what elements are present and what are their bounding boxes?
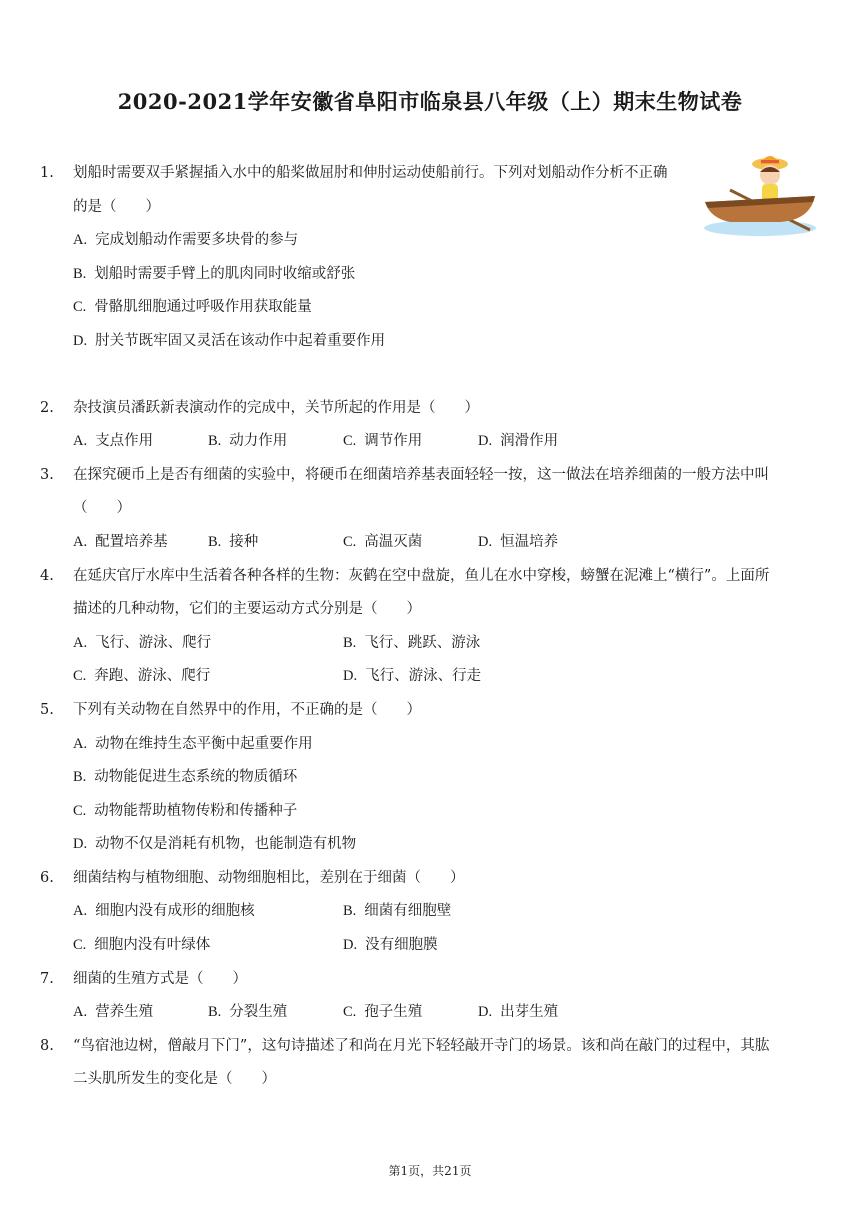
question-5 xyxy=(40,694,820,862)
question-stem: 下列有关动物在自然界中的作用，不正确的是（ ） xyxy=(73,701,421,718)
option-b: B. 划船时需要手臂上的肌肉同时收缩或舒张 xyxy=(73,265,356,282)
question-stem: 的是（ ） xyxy=(73,198,160,215)
question-1 xyxy=(40,157,820,359)
question-stem: 在延庆官厅水库中生活着各种各样的生物：灰鹤在空中盘旋，鱼儿在水中穿梭，螃蟹在泥滩上“横行”。上面所 xyxy=(73,567,770,584)
question-stem: 在探究硬币上是否有细菌的实验中，将硬币在细菌培养基表面轻轻一按，这一做法在培养细菌的一般方法中叫 xyxy=(73,466,769,483)
question-number: 8. xyxy=(40,1037,54,1054)
question-number: 1. xyxy=(40,165,54,181)
page-footer: 第1页，共21页 xyxy=(388,1164,472,1178)
page-title: 2020-2021学年安徽省阜阳市临泉县八年级（上）期末生物试卷 xyxy=(117,89,743,114)
option-b: B. 飞行、跳跃、游泳 xyxy=(343,634,481,651)
question-7 xyxy=(40,963,820,1030)
option-d: D. 肘关节既牢固又灵活在该动作中起着重要作用 xyxy=(73,332,386,349)
question-number: 3. xyxy=(40,466,54,483)
option-b: B. 动力作用 xyxy=(208,433,288,450)
option-c: C. 高温灭菌 xyxy=(343,533,423,550)
question-3 xyxy=(40,459,820,560)
option-a: A. 完成划船动作需要多块骨的参与 xyxy=(73,232,299,249)
option-b: B. 分裂生殖 xyxy=(208,1004,288,1021)
option-c: C. 细胞内没有叶绿体 xyxy=(73,937,211,954)
option-b: B. 动物能促进生态系统的物质循环 xyxy=(73,769,298,786)
option-a: A. 细胞内没有成形的细胞核 xyxy=(73,903,255,920)
option-d: D. 润滑作用 xyxy=(478,433,559,450)
question-number: 6. xyxy=(40,869,54,886)
question-number: 4. xyxy=(40,567,54,584)
option-a: A. 支点作用 xyxy=(73,433,154,450)
question-stem: 杂技演员潘跃新表演动作的完成中，关节所起的作用是（ ） xyxy=(73,399,479,416)
option-b: B. 接种 xyxy=(208,533,259,550)
option-a: A. 动物在维持生态平衡中起重要作用 xyxy=(73,735,313,752)
question-4 xyxy=(40,560,820,694)
option-d: D. 没有细胞膜 xyxy=(343,937,438,954)
question-6 xyxy=(40,862,820,963)
question-stem: “鸟宿池边树，僧敲月下门”，这句诗描述了和尚在月光下轻轻敲开寺门的场景。该和尚在敲门的过程中，其肱 xyxy=(73,1037,770,1054)
question-number: 7. xyxy=(40,970,54,987)
option-d: D. 出芽生殖 xyxy=(478,1004,559,1021)
option-c: C. 骨骼肌细胞通过呼吸作用获取能量 xyxy=(73,299,312,316)
option-d: D. 飞行、游泳、行走 xyxy=(343,668,482,685)
option-c: C. 动物能帮助植物传粉和传播种子 xyxy=(73,802,298,819)
option-c: C. 孢子生殖 xyxy=(343,1004,423,1021)
question-number: 5. xyxy=(40,701,54,718)
option-c: C. 奔跑、游泳、爬行 xyxy=(73,668,211,685)
question-stem: 二头肌所发生的变化是（ ） xyxy=(73,1071,276,1088)
option-c: C. 调节作用 xyxy=(343,433,423,450)
option-a: A. 营养生殖 xyxy=(73,1004,154,1021)
question-stem: （ ） xyxy=(73,500,131,517)
option-b: B. 细菌有细胞壁 xyxy=(343,903,452,920)
question-stem: 细菌结构与植物细胞、动物细胞相比，差别在于细菌（ ） xyxy=(73,869,465,886)
question-8 xyxy=(40,1030,820,1097)
option-a: A. 配置培养基 xyxy=(73,533,168,550)
question-number: 2. xyxy=(40,399,54,416)
option-d: D. 动物不仅是消耗有机物，也能制造有机物 xyxy=(73,836,357,853)
question-stem: 划船时需要双手紧握插入水中的船桨做屈肘和伸肘运动使船前行。下列对划船动作分析不正确 xyxy=(73,165,668,181)
option-a: A. 飞行、游泳、爬行 xyxy=(73,634,212,651)
option-d: D. 恒温培养 xyxy=(478,533,559,550)
question-stem: 描述的几种动物，它们的主要运动方式分别是（ ） xyxy=(73,601,421,618)
question-2 xyxy=(40,392,820,459)
question-stem: 细菌的生殖方式是（ ） xyxy=(73,970,247,987)
question-list xyxy=(40,157,820,1097)
